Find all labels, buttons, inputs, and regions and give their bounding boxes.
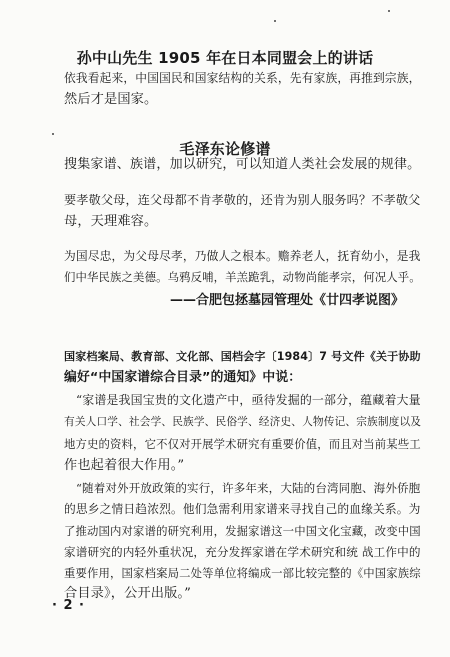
notice-intro-line: 国家档案局、教育部、文化部、国档会字〔1984〕7 号文件《关于协助: [64, 350, 421, 363]
body-line: “家谱是我国宝贵的文化遗产中，亟待发掘的一部分，蕴藏着大量: [76, 393, 421, 407]
body-line: 有关人口学、社会学、民族学、民俗学、经济史、人物传记、宗族制度以及: [64, 415, 422, 428]
body-line: 要孝敬父母，连父母都不肯孝敬的，还肯为别人服务吗？不孝敬父: [64, 193, 421, 207]
scan-speck: [52, 133, 54, 135]
section-title-sun-yatsen: 孙中山先生 1905 年在日本同盟会上的讲话: [76, 49, 374, 67]
body-line: 搜集家谱、族谱，加以研究，可以知道人类社会发展的规律。: [64, 157, 421, 172]
body-line: 为国尽忠，为父母尽孝，乃做人之根本。赡养老人，抚育幼小，是我: [64, 249, 421, 263]
body-line: 然后才是国家。: [64, 92, 158, 107]
body-line: 了推动国内对家谱的研究利用，发掘家谱这一中国文化宝藏，改变中国: [64, 524, 421, 538]
body-line: 们中华民族之美德。乌鸦反哺，羊羔跪乳，动物尚能孝宗，何况人乎。: [64, 270, 421, 284]
body-line: 的思乡之情日趋浓烈。他们急需利用家谱来寻找自己的血缘关系。为: [64, 502, 421, 516]
body-line: “随着对外开放政策的实行，许多年来，大陆的台湾同胞、海外侨胞: [76, 481, 421, 495]
notice-intro-line: 编好“中国家谱综合目录”的通知》中说：: [64, 370, 302, 385]
page-number: · 2 ·: [52, 598, 85, 613]
body-line: 家谱研究的内轻外重状况，充分发挥家谱在学术研究和统 战工作中的: [64, 545, 421, 559]
scan-speck: [388, 10, 390, 12]
scan-speck: [274, 20, 276, 22]
quote-attribution: ——合肥包拯墓园管理处《廿四孝说图》: [169, 293, 404, 308]
body-line: 作也起着很大作用。”: [64, 458, 185, 473]
body-line: 依我看起来，中国国民和国家结构的关系，先有家族，再推到宗族，: [64, 71, 421, 85]
body-line: 合目录》，公开出版。”: [64, 586, 192, 601]
section-title-mao: 毛泽东论修谱: [179, 140, 271, 158]
body-line: 母，天理难容。: [64, 214, 158, 229]
body-line: 重要作用，国家档案局二处等单位将编成一部比较完整的《中国家族综: [64, 566, 421, 580]
body-line: 地方史的资料，它不仅对开展学术研究有重要价值，而且对当前某些工: [64, 437, 421, 451]
